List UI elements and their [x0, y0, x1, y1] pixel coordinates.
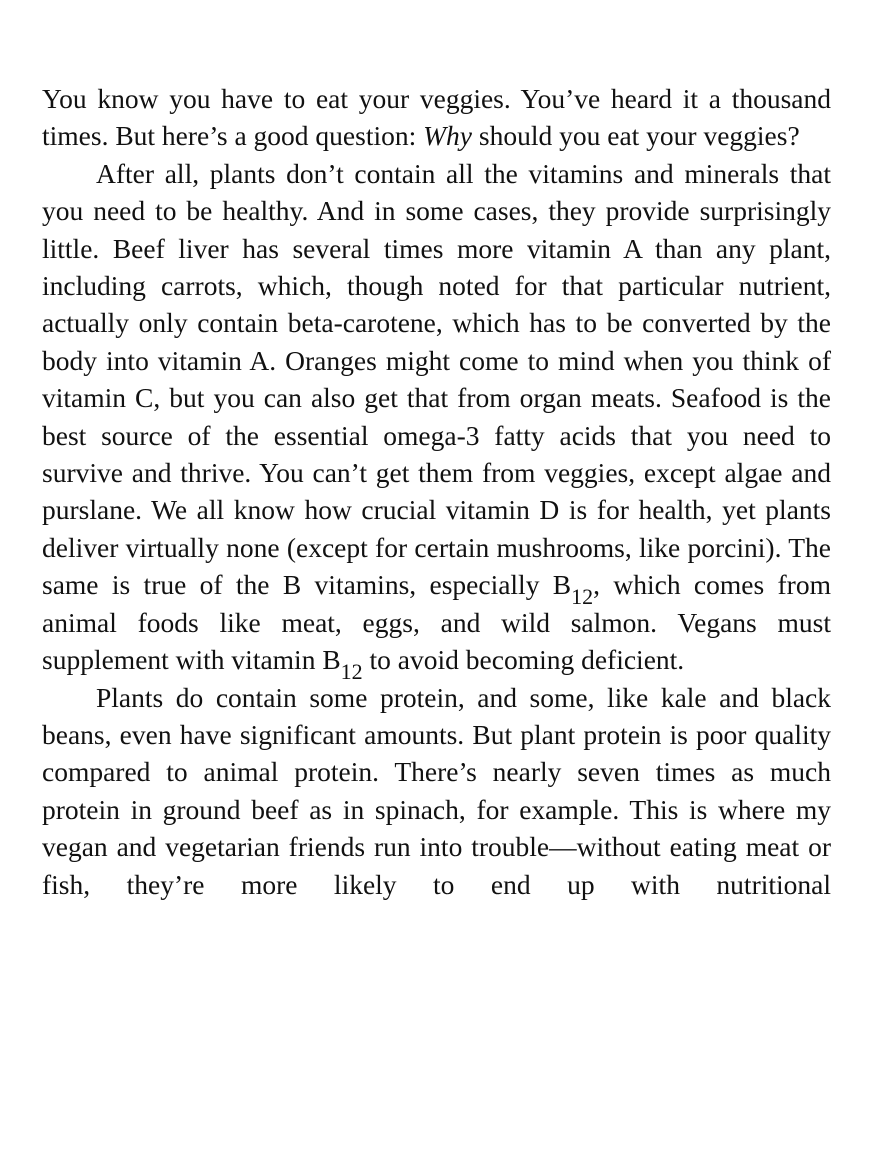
paragraph-1-text-end: should you eat your veggies? — [472, 120, 800, 152]
emphasis-why: Why — [423, 120, 473, 152]
page-body — [42, 80, 831, 903]
subscript-b12-second: 12 — [340, 658, 363, 684]
paragraph-2-text-c: to avoid becoming deficient. — [362, 644, 685, 676]
paragraph-2-text-a: After all, plants don’t contain all the vitamins and minerals that you need to be healthy. And in some cases, they provide surprisingly little. Beef liver has several times more vitamin A than any plant, including carrots, which, though noted for that particular nutrient, actually only contain beta-carotene, which has to be converted by the body into vitamin A. Oranges might come to mind when you think of vitamin C, but you can also get that from organ meats. Seafood is the best source of the essential omega-3 fatty acids that you need to survive and thrive. You can’t get them from veggies, except algae and purslane. We all know how crucial vitamin D is for health, yet plants deliver virtually none (except for certain mushrooms, like porcini). The same is true of the B vitamins, especially B — [42, 157, 831, 601]
paragraph-1-text-start: You know you have to eat your veggies. You’ve heard it a thousand times. But here’s a good question: — [42, 83, 831, 152]
paragraph-2-text-b: , which comes from animal foods like meat, eggs, and wild salmon. Vegans must supplement with vitamin B — [42, 569, 831, 676]
subscript-b12-first: 12 — [571, 584, 594, 610]
paragraph-1 — [42, 80, 831, 155]
paragraph-3-text: Plants do contain some protein, and some, like kale and black beans, even have significant amounts. But plant protein is poor quality compared to animal protein. There’s nearly seven times as much protein in ground beef as in spinach, for example. This is where my vegan and vegetarian friends run into trouble—without eating meat or fish, they’re more likely to end up with nutritional — [42, 681, 831, 900]
paragraph-3 — [42, 679, 831, 903]
paragraph-2 — [42, 155, 831, 684]
